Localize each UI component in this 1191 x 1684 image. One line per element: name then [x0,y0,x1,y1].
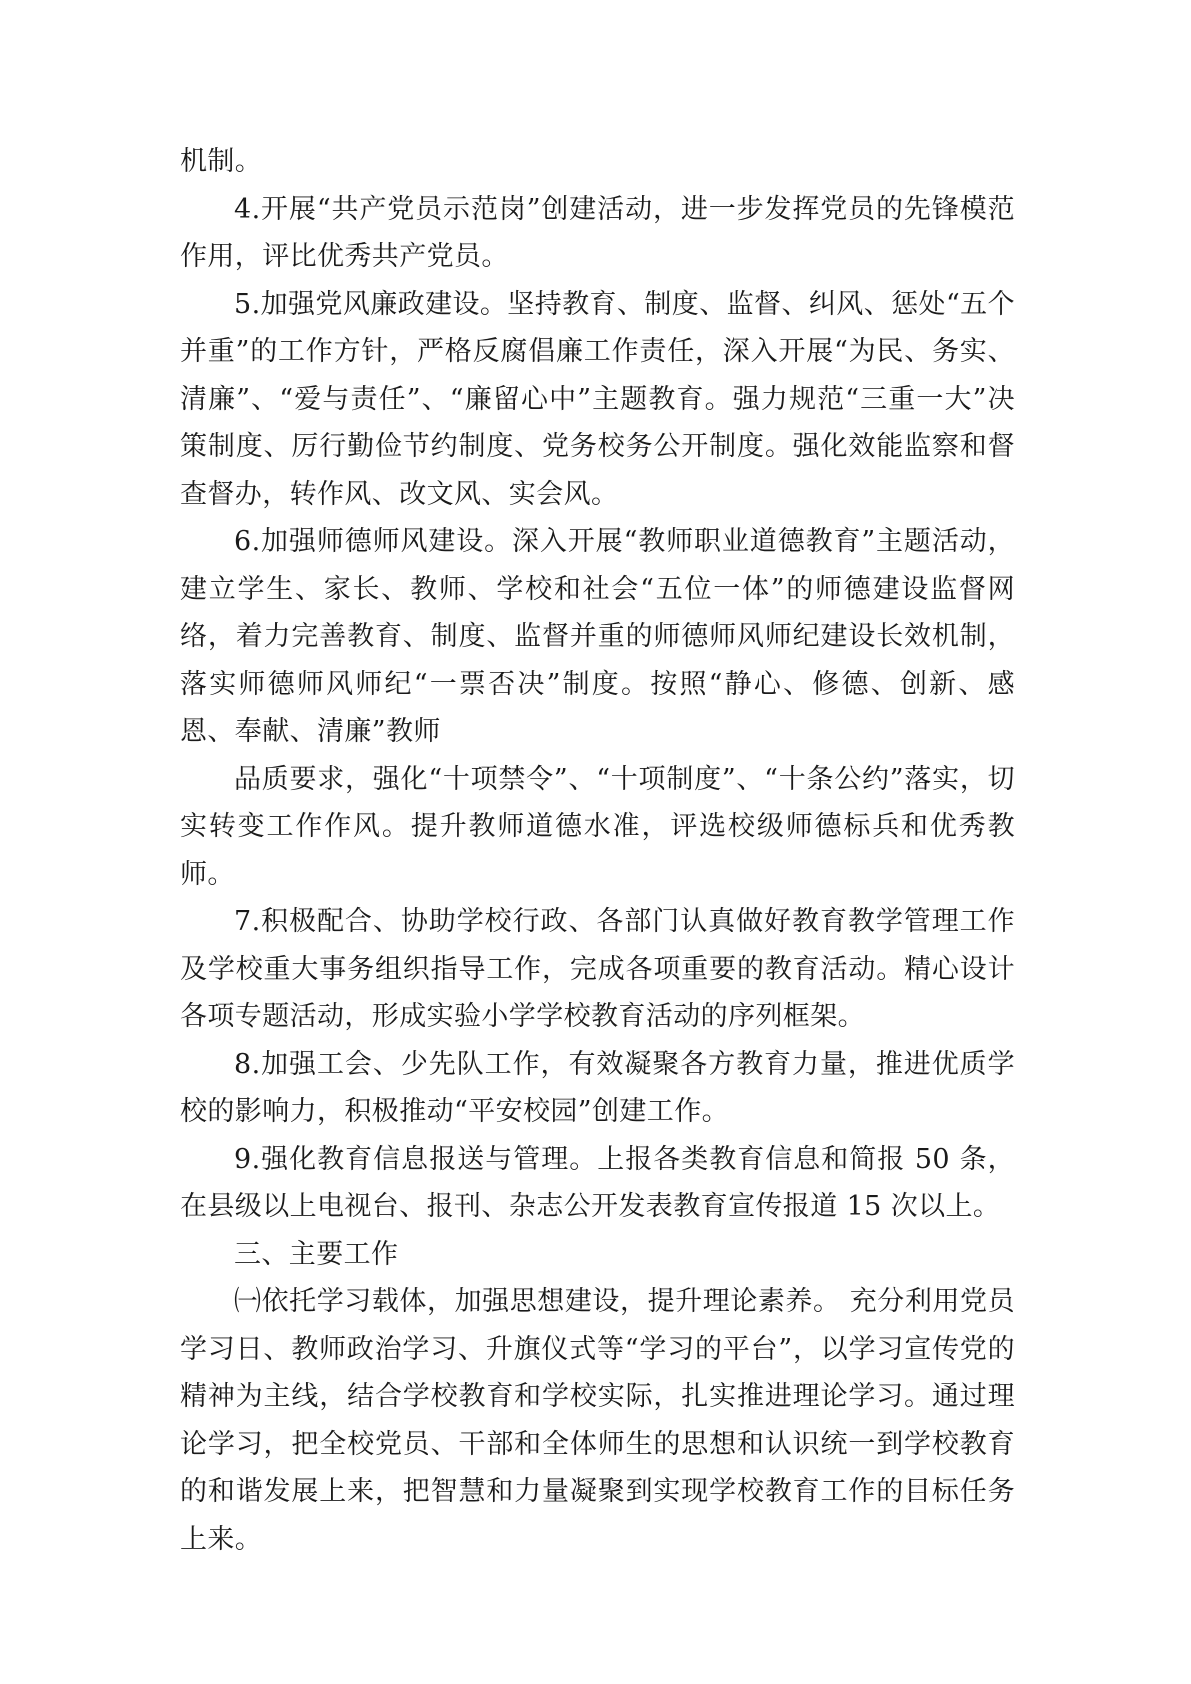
paragraph-9: ㈠依托学习载体，加强思想建设，提升理论素养。 充分利用党员学习日、教师政治学习、升旗仪式等“学习的平台”，以学习宣传党的精神为主线，结合学校教育和学校实际，扎实推进理论学习。通过理论学习，把全校党员、干部和全体师生的思想和认识统一到学校教育的和谐发展上来，把智慧和力量凝聚到实现学校教育工作的目标任务上来。 [180,1286,1015,1555]
paragraph-1: 机制。 [180,146,263,177]
section-heading: 三、主要工作 [234,1238,399,1270]
document-body [180,138,1015,1563]
paragraph-5: 品质要求，强化“十项禁令”、“十项制度”、“十条公约”落实，切实转变工作作风。提升教师道德水准，评选校级师德标兵和优秀教师。 [180,763,1015,890]
paragraph-7: 8.加强工会、少先队工作，有效凝聚各方教育力量，推进优质学校的影响力，积极推动“平安校园”创建工作。 [180,1048,1015,1127]
paragraph-2: 4.开展“共产党员示范岗”创建活动，进一步发挥党员的先锋模范作用，评比优秀共产党员。 [180,193,1015,272]
paragraph-8: 9.强化教育信息报送与管理。上报各类教育信息和简报 50 条，在县级以上电视台、报刊、杂志公开发表教育宣传报道 15 次以上。 [180,1143,1015,1222]
paragraph-4: 6.加强师德师风建设。深入开展“教师职业道德教育”主题活动，建立学生、家长、教师、学校和社会“五位一体”的师德建设监督网络，着力完善教育、制度、监督并重的师德师风师纪建设长效机制，落实师德师风师纪“一票否决”制度。按照“静心、修德、创新、感恩、奉献、清廉”教师 [180,526,1015,747]
paragraph-3: 5.加强党风廉政建设。坚持教育、制度、监督、纠风、惩处“五个并重”的工作方针，严格反腐倡廉工作责任，深入开展“为民、务实、清廉”、“爱与责任”、“廉留心中”主题教育。强力规范“三重一大”决策制度、厉行勤俭节约制度、党务校务公开制度。强化效能监察和督查督办，转作风、改文风、实会风。 [180,288,1015,510]
paragraph-6: 7.积极配合、协助学校行政、各部门认真做好教育教学管理工作及学校重大事务组织指导工作，完成各项重要的教育活动。精心设计各项专题活动，形成实验小学学校教育活动的序列框架。 [180,906,1015,1032]
